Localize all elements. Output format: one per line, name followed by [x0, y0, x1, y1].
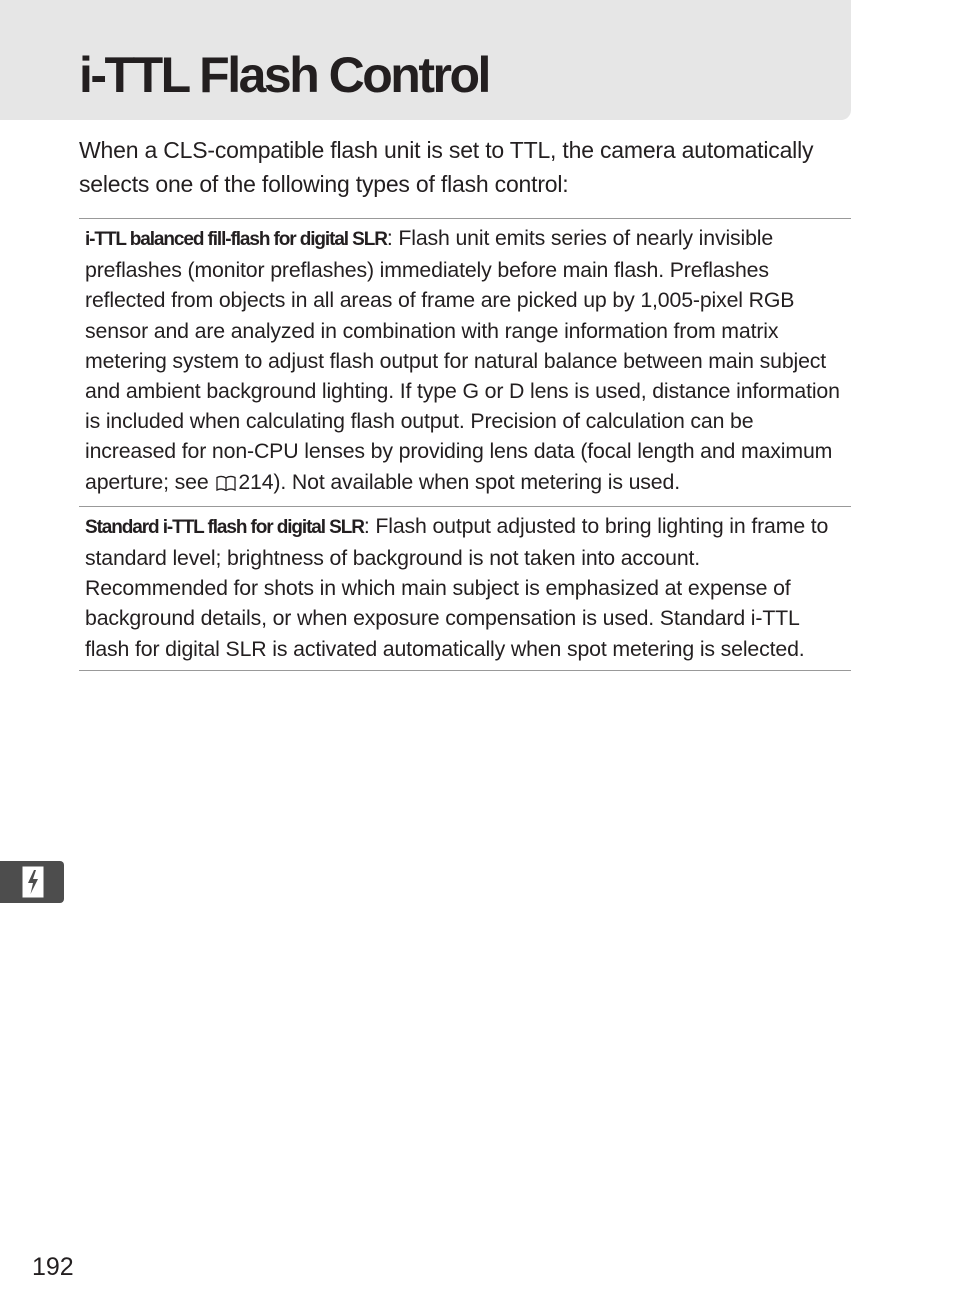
definition-description: : Flash unit emits series of nearly invisible preflashes (monitor preflashes) immediately before main flash. Preflashes reflected from objects in all areas of frame are picked up by 1,005-pixel RGB sensor and are analyzed in combination with range information from matrix metering system to adjust flash output for natural balance between main subject and ambient background lighting. If type G or D lens is used, distance information is included when calculating flash output. Precision of calculation can be increased for non-CPU lenses by providing lens data (focal length and maximum aperture; see [85, 226, 840, 494]
page-title: i-TTL Flash Control [79, 47, 489, 103]
definition-description-end: ). Not available when spot metering is used. [273, 469, 680, 494]
reference-page[interactable]: 214 [238, 469, 274, 494]
book-icon [216, 470, 236, 500]
page-number: 192 [32, 1253, 74, 1281]
definition-text [85, 511, 845, 664]
definition-description: : Flash output adjusted to bring lighting in frame to standard level; brightness of background is not taken into account. Recommended for shots in which main subject is emphasized at expense of background details, or when exposure compensation is used. Standard i-TTL flash for digital SLR is activated automatically when spot metering is selected. [85, 513, 829, 661]
definition-term: Standard i-TTL flash for digital SLR [85, 516, 364, 538]
flash-icon [22, 866, 44, 898]
definition-text [85, 223, 845, 500]
section-tab [0, 861, 64, 903]
intro-paragraph: When a CLS-compatible flash unit is set to TTL, the camera automatically selects one of the following types of flash control: [79, 137, 814, 197]
definition-term: i-TTL balanced fill-flash for digital SLR [85, 229, 387, 250]
definition-table [79, 218, 851, 671]
definition-row-balanced-fill-flash [79, 219, 851, 507]
definition-row-standard-flash [79, 507, 851, 671]
